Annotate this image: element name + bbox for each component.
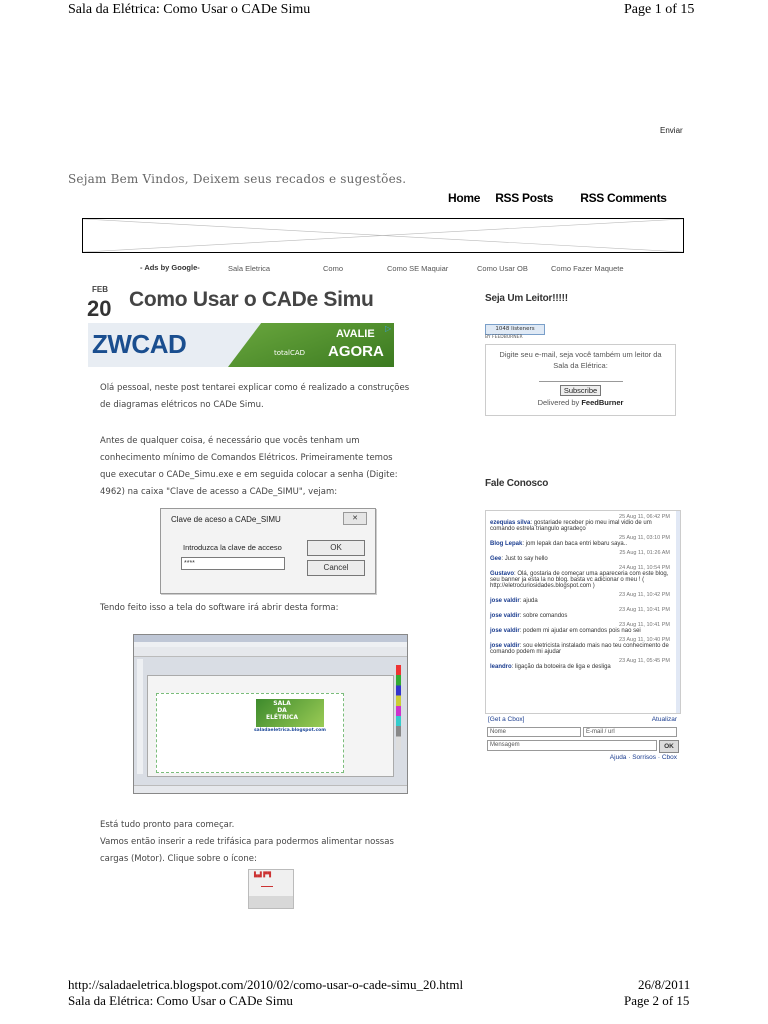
cbox-message-author[interactable]: Gustavo (490, 571, 515, 577)
post-date-day: 20 (87, 296, 112, 321)
cbox-message-date: 23 Aug 11, 10:42 PM (619, 592, 670, 598)
nav-home[interactable]: Home (448, 191, 481, 205)
dialog-cancel-button: Cancel (307, 560, 365, 576)
cbox-message-date: 25 Aug 11, 03:10 PM (619, 535, 670, 541)
cbox-message-author[interactable]: leandro (490, 664, 512, 670)
cbox-message-author[interactable]: jose valdir (490, 598, 520, 604)
get-cbox-link[interactable]: [Get a Cbox] (488, 716, 525, 723)
cbox-message: 25 Aug 11, 06:42 PM ezequias silva: gostariade receber pio meu imal vidio de um comando estrela triangulo agradeço (490, 514, 670, 532)
dialog-close-icon: ✕ (343, 512, 367, 525)
sw-color-palette (396, 665, 401, 750)
cbox-message-date: 24 Aug 11, 10:54 PM (619, 565, 670, 571)
cbox-message-date: 23 Aug 11, 05:45 PM (619, 658, 670, 664)
ad-link-como-usar-ob[interactable]: Como Usar OB (477, 264, 528, 273)
ads-by-google-label: ‑ Ads by Google‑ (140, 263, 200, 272)
cbox-message-text: podem mi ajudar em comandos pois nao sei (523, 628, 641, 634)
ad-sub-brand: totalCAD (274, 349, 306, 357)
cbox-message-text: Just to say hello (504, 556, 548, 562)
ad-line1: AVALIE (336, 328, 375, 340)
cbox-message: 24 Aug 11, 10:54 PM Gustavo: Olá, gostaria de começar uma apareceria com este blog, seu banner ja esta la no blog. basta vc adicionar o meu ! ( http://eletrocuriosidades.blogspot.com ) (490, 565, 670, 589)
cbox-message-date: 25 Aug 11, 01:26 AM (619, 550, 670, 556)
ad-line2: AGORA (328, 343, 384, 360)
sw-toolbar (134, 647, 407, 657)
broken-image-icon (83, 219, 683, 252)
contact-title: Fale Conosco (485, 478, 549, 489)
ad-link-como[interactable]: Como (323, 264, 344, 273)
cbox-scrollbar[interactable] (676, 511, 680, 714)
zwcad-ad-banner[interactable] (88, 323, 394, 367)
password-dialog-image (160, 508, 376, 594)
cbox-message-text: jom lepak dan baca entri lebaru saya.. (525, 541, 628, 547)
cbox-message: 23 Aug 11, 10:41 PM jose valdir: podem mi ajudar em comandos pois nao sei (490, 622, 670, 634)
cbox-message: 23 Aug 11, 10:42 PM jose valdir: ajuda (490, 592, 670, 604)
cbox-message: 25 Aug 11, 03:10 PM Blog Lepak: jom lepak dan baca entri lebaru saya.. (490, 535, 670, 547)
cbox-message: 23 Aug 11, 10:41 PM jose valdir: sobre comandos (490, 607, 670, 619)
sw-statusbar (134, 785, 407, 793)
sw-titlebar (134, 635, 407, 642)
post-paragraph-1: Olá pessoal, neste post tentarei explicar como é realizado a construções de diagramas elétricos no CADe Simu. (100, 383, 410, 410)
adchoices-icon[interactable]: ▷ (385, 324, 392, 333)
cbox-chat-widget (485, 510, 681, 714)
ad-link-como-fazer-maquete[interactable]: Como Fazer Maquete (551, 264, 624, 273)
post-date-month: FEB (92, 285, 108, 294)
cbox-message-author[interactable]: ezequias silva (490, 520, 531, 526)
cbox-message-author[interactable]: jose valdir (490, 643, 520, 649)
dialog-title: Clave de aceso a CADe_SIMU (171, 515, 281, 524)
cbox-message: 25 Aug 11, 01:26 AM Gee: Just to say hello (490, 550, 670, 562)
welcome-message: Sejam Bem Vindos, Deixem seus recados e sugestões. (68, 172, 407, 186)
ad-link-como-se-maquiar[interactable]: Como SE Maquiar (387, 264, 449, 273)
feed-by: BY FEEDBURNER (485, 335, 523, 340)
post-title[interactable]: Como Usar o CADe Simu (129, 288, 374, 311)
cbox-message-author[interactable]: jose valdir (490, 628, 520, 634)
cbox-message-text: ligação da botoeira de liga e desliga (515, 664, 611, 670)
cbox-message-date: 25 Aug 11, 06:42 PM (619, 514, 670, 520)
post-paragraph-3: Tendo feito isso a tela do software irá abrir desta forma: (100, 603, 339, 613)
cbox-message-date: 23 Aug 11, 10:40 PM (619, 637, 670, 643)
cbox-footer-links[interactable]: Ajuda · Sorrisos · Cbox (609, 754, 677, 761)
post-paragraph-2: Antes de qualquer coisa, é necessário que vocês tenham um conhecimento mínimo de Comandos Elétricos. Primeiramente temos que executar o CADe_Simu.exe e em seguida colocar a senha (Digite: 4962) na caixa "Clave de acesso a CADe_SIMU", vejam: (100, 436, 398, 497)
software-screenshot (133, 634, 408, 794)
cbox-message-input[interactable]: Mensagem (487, 740, 657, 751)
dialog-ok-button: OK (307, 540, 365, 556)
send-link[interactable]: Enviar (660, 126, 683, 135)
cbox-message-date: 23 Aug 11, 10:41 PM (619, 622, 670, 628)
footer-date: 26/8/2011 (638, 977, 691, 992)
post-paragraph-4: Está tudo pronto para começar. Vamos então inserir a rede trifásica para podermos alimentar nossas cargas (Motor). Clique sobre o ícone: (100, 820, 394, 864)
top-nav (448, 191, 679, 205)
cbox-ok-button[interactable]: OK (659, 740, 679, 753)
delivered-by: Delivered by FeedBurner (537, 398, 624, 407)
dialog-password-field: **** (181, 557, 285, 570)
print-header-title: Sala da Elétrica: Como Usar o CADe Simu (68, 2, 311, 17)
email-subscribe-box (485, 344, 676, 416)
reader-title: Seja Um Leitor!!!!! (485, 293, 568, 304)
ad-brand: ZWCAD (92, 329, 187, 359)
cbox-message-author[interactable]: Gee (490, 556, 502, 562)
cbox-message-text: ajuda (523, 598, 538, 604)
header-banner-placeholder (82, 218, 684, 253)
cbox-message-text: Olá, gostaria de começar uma apareceria com este blog, seu banner ja esta la no blog. basta vc adicionar o meu ! ( http://eletrocuriosidades.blogspot.com ) (490, 571, 669, 589)
cbox-name-input[interactable]: Nome (487, 727, 581, 737)
print-header-page: Page 1 of 15 (624, 2, 695, 17)
cbox-message-date: 23 Aug 11, 10:41 PM (619, 607, 670, 613)
footer-url: http://saladaeletrica.blogspot.com/2010/02/como-usar-o-cade-simu_20.html (68, 977, 464, 992)
nav-rss-comments[interactable]: RSS Comments (580, 191, 667, 205)
cbox-message: 23 Aug 11, 05:45 PM leandro: ligação da botoeira de liga e desliga (490, 658, 670, 670)
cbox-message: 23 Aug 11, 10:40 PM jose valdir: sou eletricista instalado mais nao teu conhecimento de comando podem mi ajudar (490, 637, 670, 655)
dialog-label: Introduzca la clave de acceso (183, 543, 282, 552)
cbox-message-text: gostariade receber pio meu imal vidio de um comando estrela triangulo agradeço (490, 520, 652, 532)
ad-link-sala-eletrica[interactable]: Sala Eletrica (228, 264, 271, 273)
sw-left-toolbar (137, 659, 143, 774)
cbox-email-input[interactable]: E-mail / url (583, 727, 677, 737)
sw-logo: SALA DA ELÉTRICA (256, 699, 324, 727)
footer-page: Page 2 of 15 (624, 993, 690, 1008)
cbox-form (485, 714, 679, 766)
subscribe-text: Digite seu e-mail, seja você também um leitor da Sala da Elétrica: (499, 350, 662, 370)
subscribe-button[interactable]: Subscribe (560, 385, 601, 396)
cbox-message-author[interactable]: jose valdir (490, 613, 520, 619)
footer-title: Sala da Elétrica: Como Usar o CADe Simu (68, 993, 293, 1008)
cbox-messages (486, 511, 674, 713)
cbox-message-author[interactable]: Blog Lepak (490, 541, 523, 547)
three-phase-tool-icon: ▙▟ ▛▜ (248, 869, 294, 909)
sw-logo-url: saladaeletrica.blogspot.com (254, 728, 326, 733)
feed-count: 1048 listeners (485, 324, 545, 335)
subscribe-email-input[interactable] (539, 371, 623, 382)
cbox-refresh-link[interactable]: Atualizar (651, 716, 677, 723)
cbox-message-text: sou eletricista instalado mais nao teu conhecimento de comando podem mi ajudar (490, 643, 669, 655)
nav-rss-posts[interactable]: RSS Posts (495, 191, 554, 205)
feedburner-counter[interactable] (485, 324, 545, 341)
cbox-message-text: sobre comandos (523, 613, 568, 619)
